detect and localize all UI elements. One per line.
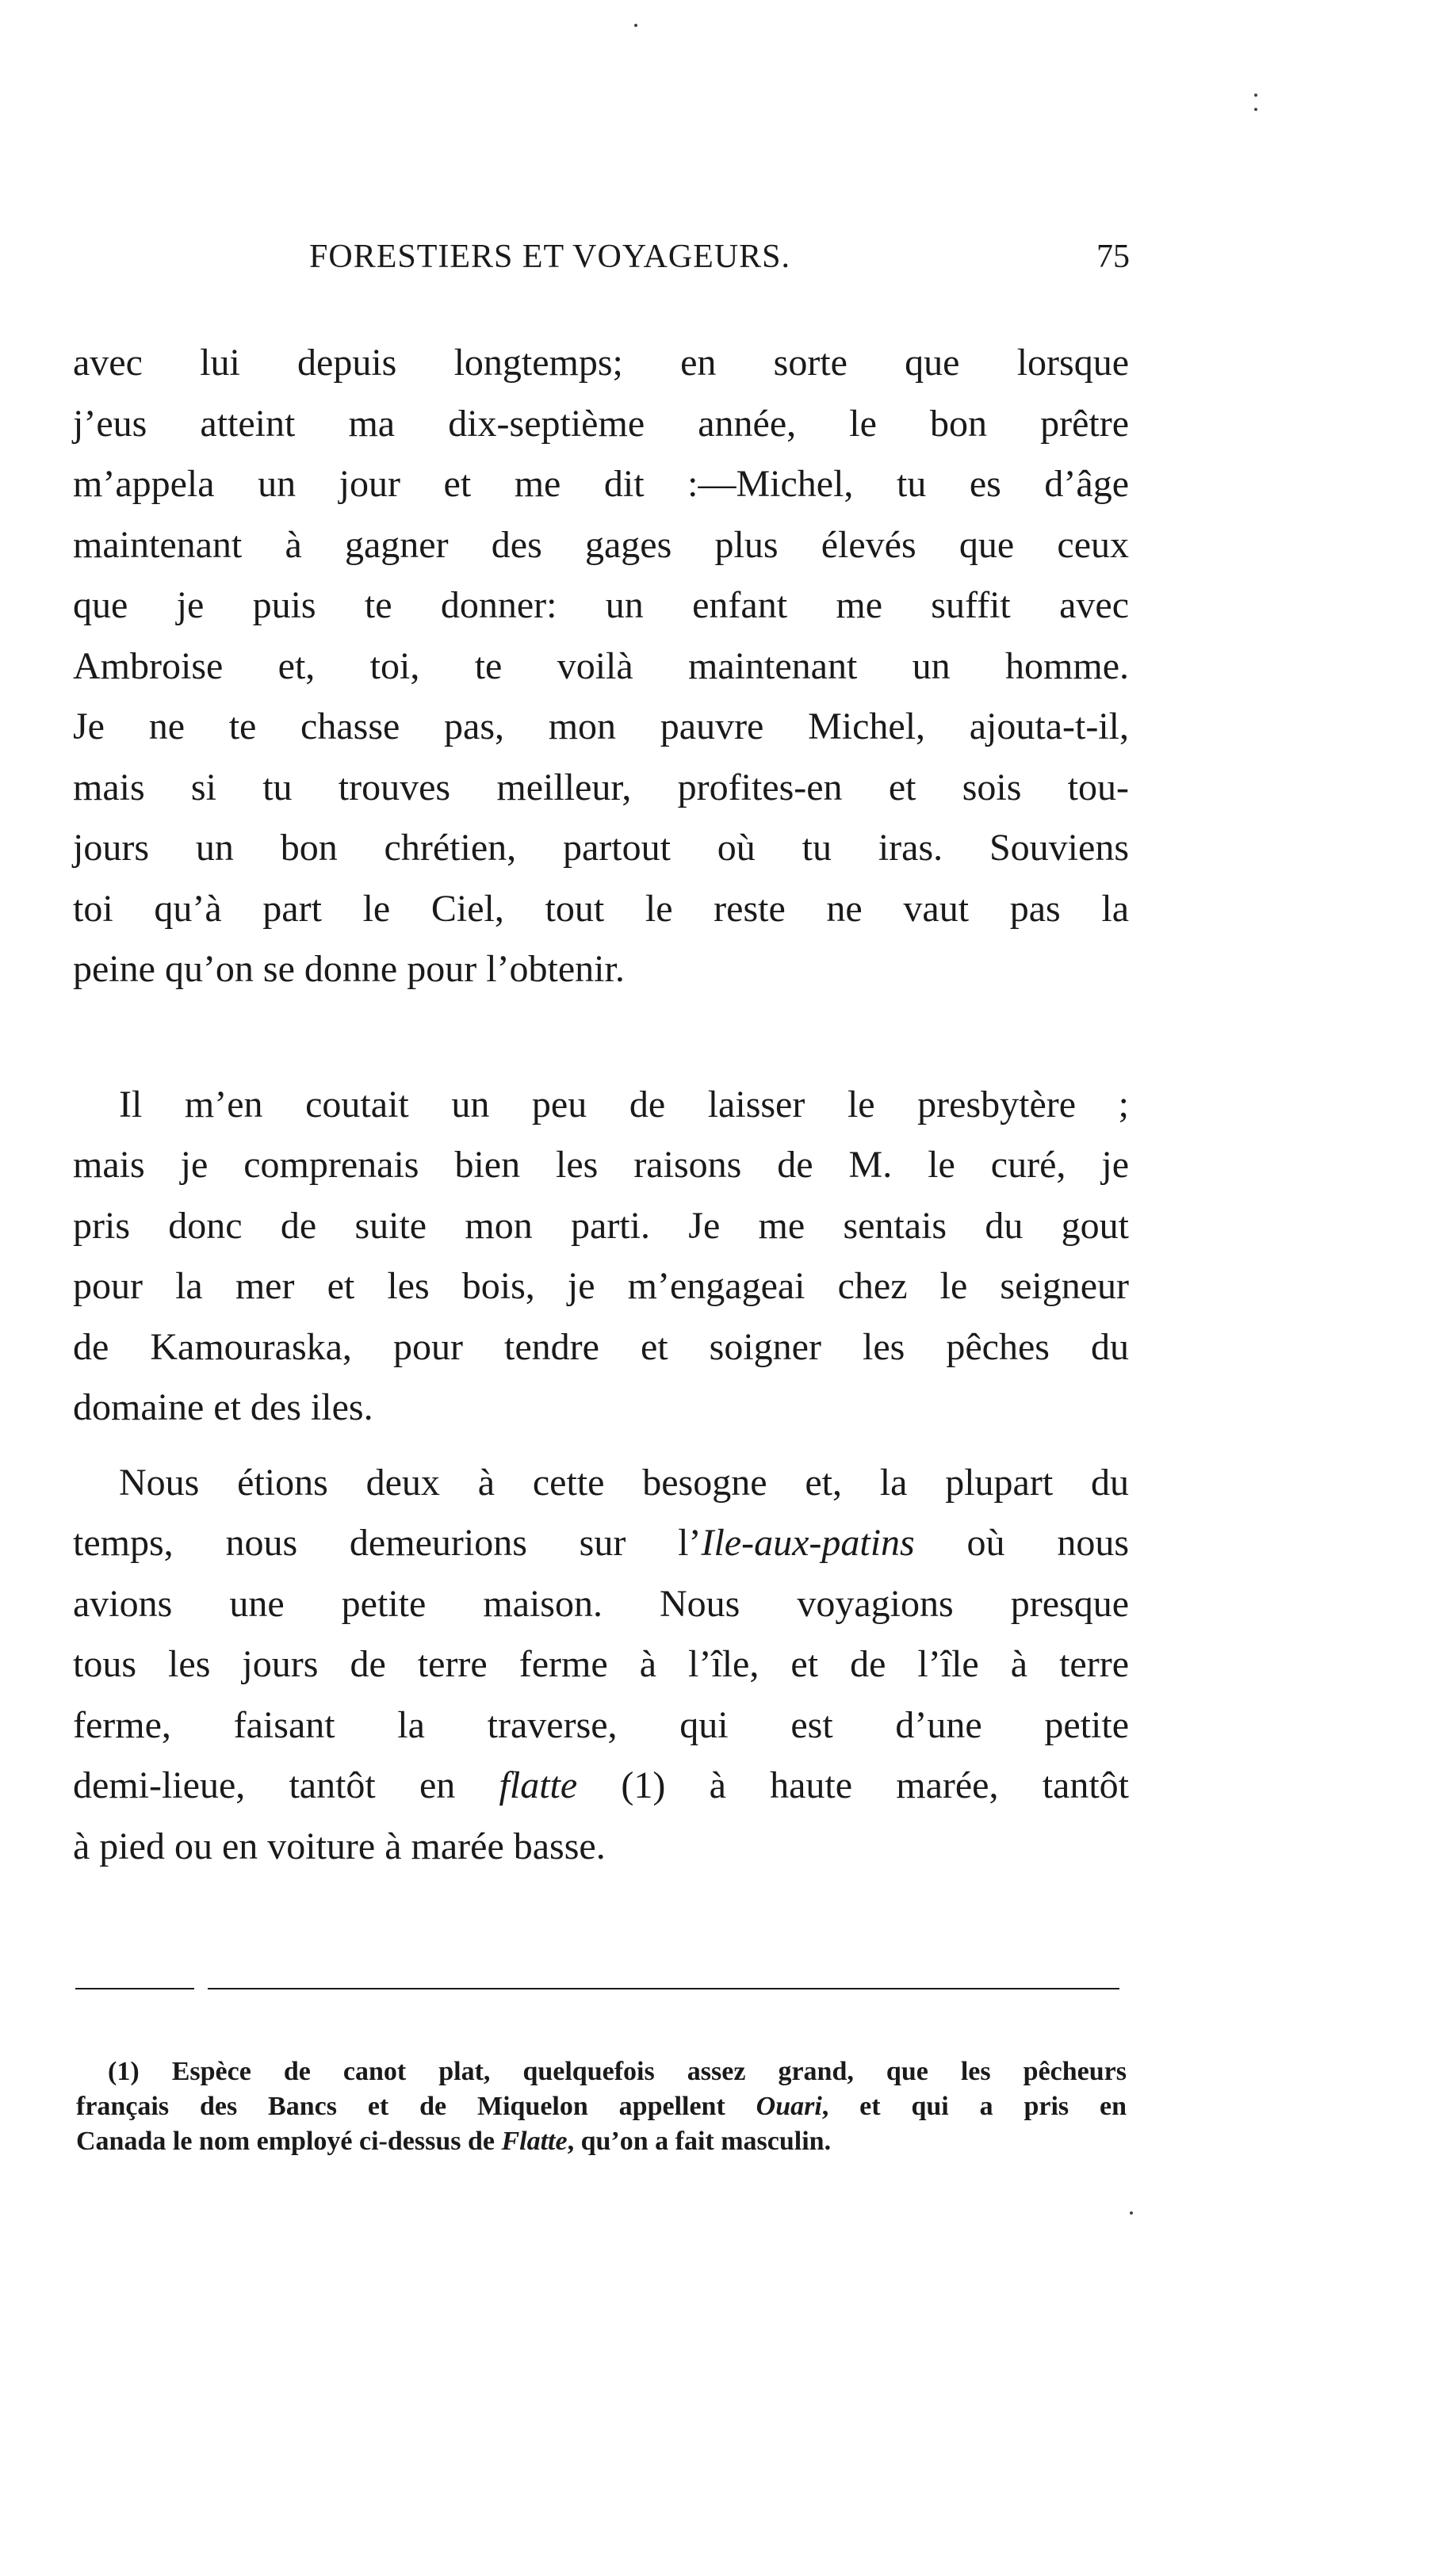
text-line: avec lui depuis longtemps; en sorte que lorsque — [73, 342, 1129, 384]
text-line: tous les jours de terre ferme à l’île, et de l’île à terre — [73, 1643, 1129, 1685]
text-line: Ambroise et, toi, te voilà maintenant un homme. — [73, 644, 1129, 687]
footnote-line — [76, 2089, 1127, 2124]
print-speck — [1254, 108, 1257, 111]
footnote-rule-long — [208, 1988, 1119, 1989]
text-line: Je ne te chasse pas, mon pauvre Michel, ajouta-t-il, — [73, 705, 1129, 747]
text-line: mais je comprenais bien les raisons de M. le curé, je — [73, 1144, 1129, 1186]
text-fragment: , et qui a pris en — [821, 2092, 1127, 2121]
text-line — [73, 1756, 1129, 1817]
footnote-line: (1) Espèce de canot plat, quelquefois assez grand, que les pêcheurs — [108, 2057, 1127, 2086]
print-speck — [1130, 2211, 1133, 2215]
term-italic: Flatte — [501, 2127, 568, 2156]
text-fragment: Canada le nom employé ci-dessus de — [76, 2127, 502, 2156]
paragraph — [73, 1075, 1129, 1439]
text-line: de Kamouraska, pour tendre et soigner les pêches du — [73, 1325, 1129, 1368]
text-line: m’appela un jour et me dit :—Michel, tu es d’âge — [73, 463, 1129, 505]
text-line: que je puis te donner: un enfant me suffit avec — [73, 584, 1129, 626]
text-line — [73, 1513, 1129, 1574]
paragraph-gap — [73, 1439, 1129, 1453]
text-line: toi qu’à part le Ciel, tout le reste ne vaut pas la — [73, 887, 1129, 930]
body-text — [73, 333, 1129, 1877]
page-number: 75 — [1096, 239, 1130, 275]
running-title: FORESTIERS ET VOYAGEURS. — [309, 239, 791, 275]
footnote-line — [76, 2124, 1127, 2159]
term-italic: Ouari — [756, 2092, 822, 2121]
print-speck — [634, 24, 637, 27]
paragraph — [73, 333, 1129, 1000]
text-line: jours un bon chrétien, partout où tu iras. Souviens — [73, 827, 1129, 869]
text-fragment: demi-lieue, tantôt en — [73, 1764, 499, 1806]
text-fragment: , qu’on a fait masculin. — [567, 2127, 832, 2156]
text-line: maintenant à gagner des gages plus élevés que ceux — [73, 523, 1129, 566]
paragraph-gap — [73, 1000, 1129, 1075]
print-speck — [1254, 94, 1257, 97]
text-line: à pied ou en voiture à marée basse. — [73, 1825, 606, 1867]
text-line: Il m’en coutait un peu de laisser le presbytère ; — [119, 1083, 1129, 1126]
term-italic: flatte — [499, 1764, 578, 1806]
text-fragment: où nous — [914, 1522, 1129, 1564]
text-line: pris donc de suite mon parti. Je me sentais du gout — [73, 1204, 1129, 1247]
text-line: Nous étions deux à cette besogne et, la plupart du — [119, 1461, 1129, 1504]
text-line: pour la mer et les bois, je m’engageai chez le seigneur — [73, 1265, 1129, 1307]
text-line: mais si tu trouves meilleur, profites-en et sois tou- — [73, 766, 1129, 808]
text-line: ferme, faisant la traverse, qui est d’une petite — [73, 1703, 1129, 1746]
text-fragment: temps, nous demeurions sur l’ — [73, 1522, 702, 1564]
footnote-rule-short — [75, 1988, 194, 1989]
place-name-italic: Ile-aux-patins — [701, 1522, 915, 1564]
text-fragment: (1) à haute marée, tantôt — [577, 1764, 1130, 1806]
text-line: j’eus atteint ma dix-septième année, le bon prêtre — [73, 402, 1129, 445]
text-line: domaine et des iles. — [73, 1386, 373, 1428]
text-line: peine qu’on se donne pour l’obtenir. — [73, 948, 625, 990]
text-line: avions une petite maison. Nous voyagions presque — [73, 1582, 1129, 1625]
text-fragment: français des Bancs et de Miquelon appellent — [76, 2092, 756, 2121]
footnote — [76, 2054, 1127, 2159]
paragraph — [73, 1453, 1129, 1878]
page-header — [71, 238, 1130, 285]
